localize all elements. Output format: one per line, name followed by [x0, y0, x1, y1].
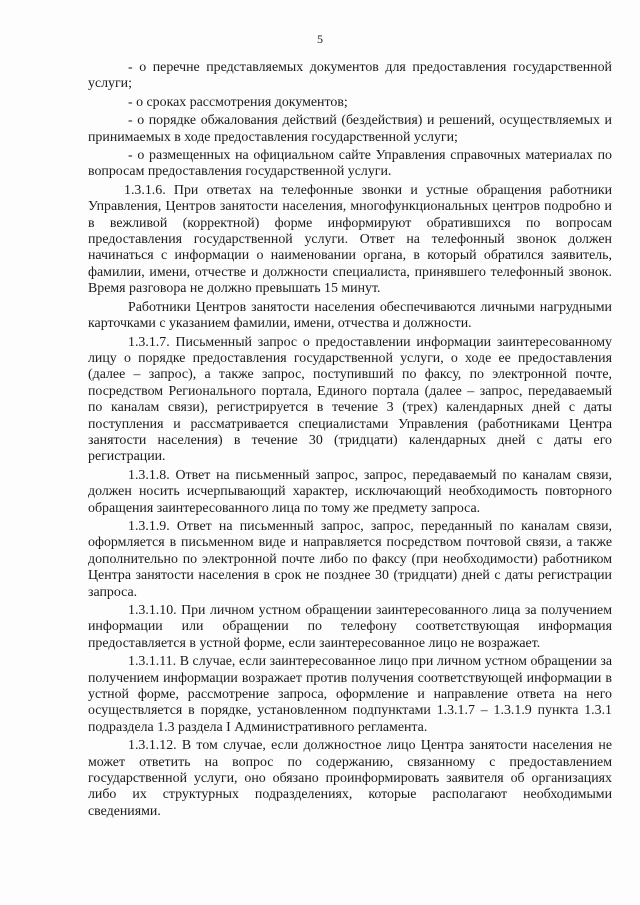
page-number: 5: [317, 32, 323, 46]
paragraph-1-3-1-8: 1.3.1.8. Ответ на письменный запрос, запрос, передаваемый по каналам связи, должен носить исчерпывающий характер, исключающий необходимость повторного обращения заинтересованного лица по тому же предмету запроса.: [88, 467, 612, 516]
list-item-reference-materials: - о размещенных на официальном сайте Управления справочных материалах по вопросам предоставления государственной услуги.: [88, 148, 612, 180]
list-item-appeal-procedure: - о порядке обжалования действий (бездействия) и решений, осуществляемых и принимаемых в ходе предоставления государственной услуги;: [88, 113, 612, 145]
list-item-review-terms: - о сроках рассмотрения документов;: [128, 94, 348, 110]
paragraph-1-3-1-12: 1.3.1.12. В том случае, если должностное лицо Центра занятости населения не может ответить на вопрос по содержанию, связанному с предоставлением государственной услуги, оно обязано проинформировать заявителя об организациях либо их структурных подразделениях, которые располагают необходимыми сведениями.: [88, 738, 612, 819]
paragraph-1-3-1-10: 1.3.1.10. При личном устном обращении заинтересованного лица за получением информации или обращении по телефону соответствующая информация предоставляется в устной форме, если заинтересованное лицо не возражает.: [88, 603, 612, 651]
paragraph-1-3-1-9: 1.3.1.9. Ответ на письменный запрос, запрос, переданный по каналам связи, оформляется в письменном виде и направляется посредством почтовой связи, а также дополнительно по электронной почте либо по факсу (при необходимости) работником Центра занятости населения в срок не позднее 30 (тридцати) дней с даты регистрации запроса.: [88, 518, 612, 600]
paragraph-1-3-1-11: 1.3.1.11. В случае, если заинтересованное лицо при личном устном обращении за получением информации возражает против получения соответствующей информации в устной форме, рассмотрение запроса, оформление и направление ответа на него осуществляется в порядке, установленном подпунктами 1.3.1.7 – 1.3.1.9 пункта 1.3.1 подраздела 1.3 раздела I Административного регламента.: [88, 654, 612, 735]
list-item-documents: - о перечне представляемых документов для предоставления государственной услуги;: [88, 60, 612, 92]
paragraph-1-3-1-6: 1.3.1.6. При ответах на телефонные звонки и устные обращения работники Управления, Центров занятости населения, многофункциональных центров подробно и в вежливой (корректной) форме информируют обратившихся по вопросам предоставления государственной услуги. Ответ на телефонный звонок должен начинаться с информации о наименовании органа, в который обратился заявитель, фамилии, имени, отчестве и должности специалиста, принявшего телефонный звонок. Время разговора не должно превышать 15 минут.: [88, 182, 612, 297]
paragraph-1-3-1-7: 1.3.1.7. Письменный запрос о предоставлении информации заинтересованному лицу о порядке предоставления государственной услуги, о ходе ее предоставления (далее – запрос), а также запрос, поступивший по факсу, по электронной почте, посредством Регионального портала, Единого портала (далее – запрос, передаваемый по каналам связи), регистрируется в течение 3 (трех) календарных дней с даты поступления и рассматривается специалистами Управления (работниками Центра занятости населения) в течение 30 (тридцати) календарных дней с даты его регистрации.: [88, 334, 612, 465]
document-body: [88, 60, 612, 822]
paragraph-badges: Работники Центров занятости населения обеспечиваются личными нагрудными карточками с указанием фамилии, имени, отчества и должности.: [88, 299, 612, 332]
